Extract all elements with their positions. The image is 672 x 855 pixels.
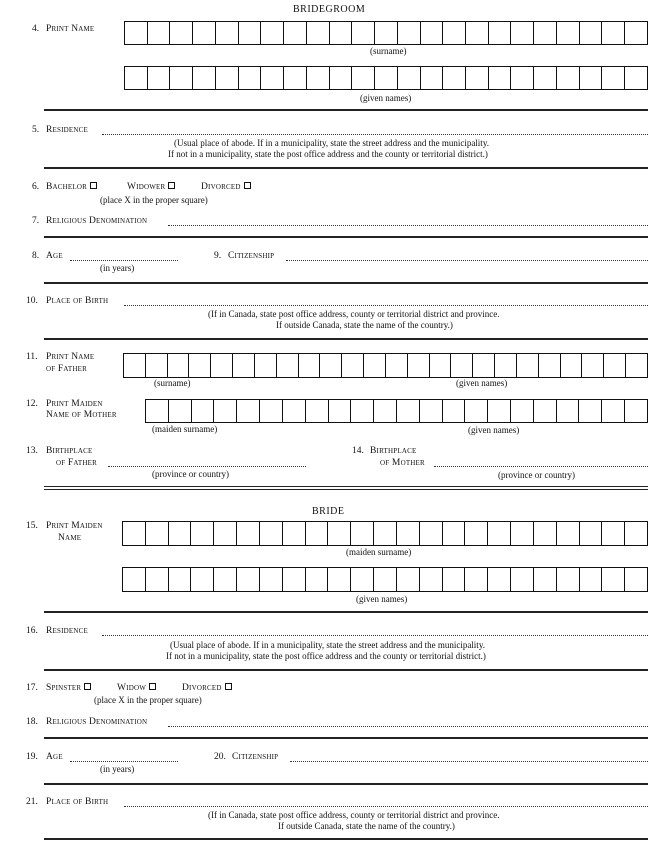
q6-option-widower-label: Widower xyxy=(127,182,166,192)
q8-label: Age xyxy=(46,251,63,261)
q11-number: 11. xyxy=(26,352,38,362)
q5-note-line2: If not in a municipality, state the post office address and the county or territorial district.) xyxy=(168,149,488,159)
q6-option-divorced-wrap xyxy=(201,182,251,193)
bride-citizenship-field[interactable] xyxy=(290,761,648,762)
father-birthplace-field[interactable] xyxy=(108,466,306,467)
q4-number: 4. xyxy=(32,24,40,34)
q13-label-line2: of Father xyxy=(56,458,97,468)
widower-checkbox[interactable] xyxy=(168,182,175,189)
spinster-checkbox[interactable] xyxy=(84,683,91,690)
q21-note-line2: If outside Canada, state the name of the country.) xyxy=(278,821,455,831)
mother-birthplace-field[interactable] xyxy=(434,466,648,467)
q14-label-line1: Birthplace xyxy=(370,446,417,456)
q5-label: Residence xyxy=(46,125,88,135)
q17-number: 17. xyxy=(26,683,38,693)
groom-birthplace-field[interactable] xyxy=(124,305,648,306)
q17-option-widow-wrap xyxy=(117,683,156,694)
bride-maiden-surname-boxes[interactable] xyxy=(122,521,648,546)
q19-label: Age xyxy=(46,752,63,762)
q8-hint: (in years) xyxy=(100,263,135,273)
q13-label-line1: Birthplace xyxy=(46,446,93,456)
q14-label-line2: of Mother xyxy=(380,458,425,468)
bride-age-field[interactable] xyxy=(70,761,178,762)
widow-checkbox[interactable] xyxy=(149,683,156,690)
q11-surname-caption: (surname) xyxy=(154,378,191,388)
divider xyxy=(44,338,648,340)
q7-label: Religious Denomination xyxy=(46,216,148,226)
q20-number: 20. xyxy=(214,752,226,762)
q7-number: 7. xyxy=(32,216,40,226)
q17-option-divorced-label: Divorced xyxy=(182,683,222,693)
divider xyxy=(44,236,648,238)
q10-number: 10. xyxy=(26,296,38,306)
groom-surname-caption: (surname) xyxy=(370,46,407,56)
q5-number: 5. xyxy=(32,125,40,135)
groom-religion-field[interactable] xyxy=(168,225,648,226)
q10-note-line1: (If in Canada, state post office address, county or territorial district and province. xyxy=(208,309,500,319)
q14-caption: (province or country) xyxy=(498,470,575,480)
bridegroom-heading: BRIDEGROOM xyxy=(293,4,366,15)
groom-surname-boxes[interactable] xyxy=(124,21,648,45)
q17-option-spinster-wrap xyxy=(46,683,91,694)
q21-note-line1: (If in Canada, state post office address, county or territorial district and province. xyxy=(208,810,500,820)
bachelor-checkbox[interactable] xyxy=(90,182,97,189)
q10-label: Place of Birth xyxy=(46,296,109,306)
q6-option-widower-wrap xyxy=(127,182,175,193)
q5-note-line1: (Usual place of abode. If in a municipality, state the street address and the municipality. xyxy=(174,138,489,148)
q13-number: 13. xyxy=(26,446,38,456)
bride-residence-field[interactable] xyxy=(102,635,648,636)
q10-note-line2: If outside Canada, state the name of the country.) xyxy=(276,320,453,330)
q6-option-divorced-label: Divorced xyxy=(201,182,241,192)
q15-label-line1: Print Maiden xyxy=(46,521,103,531)
q6-number: 6. xyxy=(32,182,40,192)
q16-number: 16. xyxy=(26,626,38,636)
divider xyxy=(44,109,648,111)
q12-label-line1: Print Maiden xyxy=(46,399,103,409)
q4-label: Print Name xyxy=(46,24,95,34)
divider xyxy=(44,282,648,284)
q19-hint: (in years) xyxy=(100,764,135,774)
q11-label-line1: Print Name xyxy=(46,352,95,362)
q13-caption: (province or country) xyxy=(152,469,229,479)
q14-number: 14. xyxy=(352,446,364,456)
q11-given-caption: (given names) xyxy=(456,378,508,388)
q15-surname-caption: (maiden surname) xyxy=(346,547,412,557)
q12-surname-caption: (maiden surname) xyxy=(152,424,218,434)
q11-label-line2: of Father xyxy=(46,364,87,374)
groom-residence-field[interactable] xyxy=(102,134,648,135)
groom-citizenship-field[interactable] xyxy=(286,260,648,261)
bride-heading: BRIDE xyxy=(312,506,345,517)
groom-given-names-caption: (given names) xyxy=(360,93,412,103)
bride-divorced-checkbox[interactable] xyxy=(225,683,232,690)
divider xyxy=(44,783,648,785)
q17-option-spinster-label: Spinster xyxy=(46,683,82,693)
q20-label: Citizenship xyxy=(232,752,279,762)
q12-given-caption: (given names) xyxy=(468,425,520,435)
q6-option-bachelor-label: Bachelor xyxy=(46,182,87,192)
q16-note-line2: If not in a municipality, state the post office address and the county or territorial district.) xyxy=(166,651,486,661)
groom-age-field[interactable] xyxy=(70,260,178,261)
bride-religion-field[interactable] xyxy=(168,726,648,727)
q15-given-caption: (given names) xyxy=(356,594,408,604)
q17-hint: (place X in the proper square) xyxy=(94,695,202,705)
q15-label-line2: Name xyxy=(58,533,82,543)
section-double-divider xyxy=(44,486,648,490)
q21-number: 21. xyxy=(26,797,38,807)
q6-hint: (place X in the proper square) xyxy=(100,195,208,205)
q6-option-bachelor-wrap xyxy=(46,182,97,193)
groom-given-names-boxes[interactable] xyxy=(124,66,648,90)
q16-label: Residence xyxy=(46,626,88,636)
q9-number: 9. xyxy=(214,251,222,261)
divider xyxy=(44,611,648,613)
q18-label: Religious Denomination xyxy=(46,717,148,727)
q21-label: Place of Birth xyxy=(46,797,109,807)
q18-number: 18. xyxy=(26,717,38,727)
mother-maiden-name-boxes[interactable] xyxy=(145,399,648,423)
q19-number: 19. xyxy=(26,752,38,762)
q16-note-line1: (Usual place of abode. If in a municipality, state the street address and the municipality. xyxy=(170,640,485,650)
q12-number: 12. xyxy=(26,399,38,409)
q17-option-divorced-wrap xyxy=(182,683,232,694)
q9-label: Citizenship xyxy=(228,251,275,261)
bride-birthplace-field[interactable] xyxy=(124,806,648,807)
bride-given-names-boxes[interactable] xyxy=(122,567,648,592)
groom-divorced-checkbox[interactable] xyxy=(244,182,251,189)
father-name-boxes[interactable] xyxy=(123,353,648,378)
divider xyxy=(44,838,648,840)
q15-number: 15. xyxy=(26,521,38,531)
q17-option-widow-label: Widow xyxy=(117,683,147,693)
q8-number: 8. xyxy=(32,251,40,261)
divider xyxy=(44,737,648,739)
q12-label-line2: Name of Mother xyxy=(46,410,117,420)
divider xyxy=(44,669,648,671)
divider xyxy=(44,167,648,169)
